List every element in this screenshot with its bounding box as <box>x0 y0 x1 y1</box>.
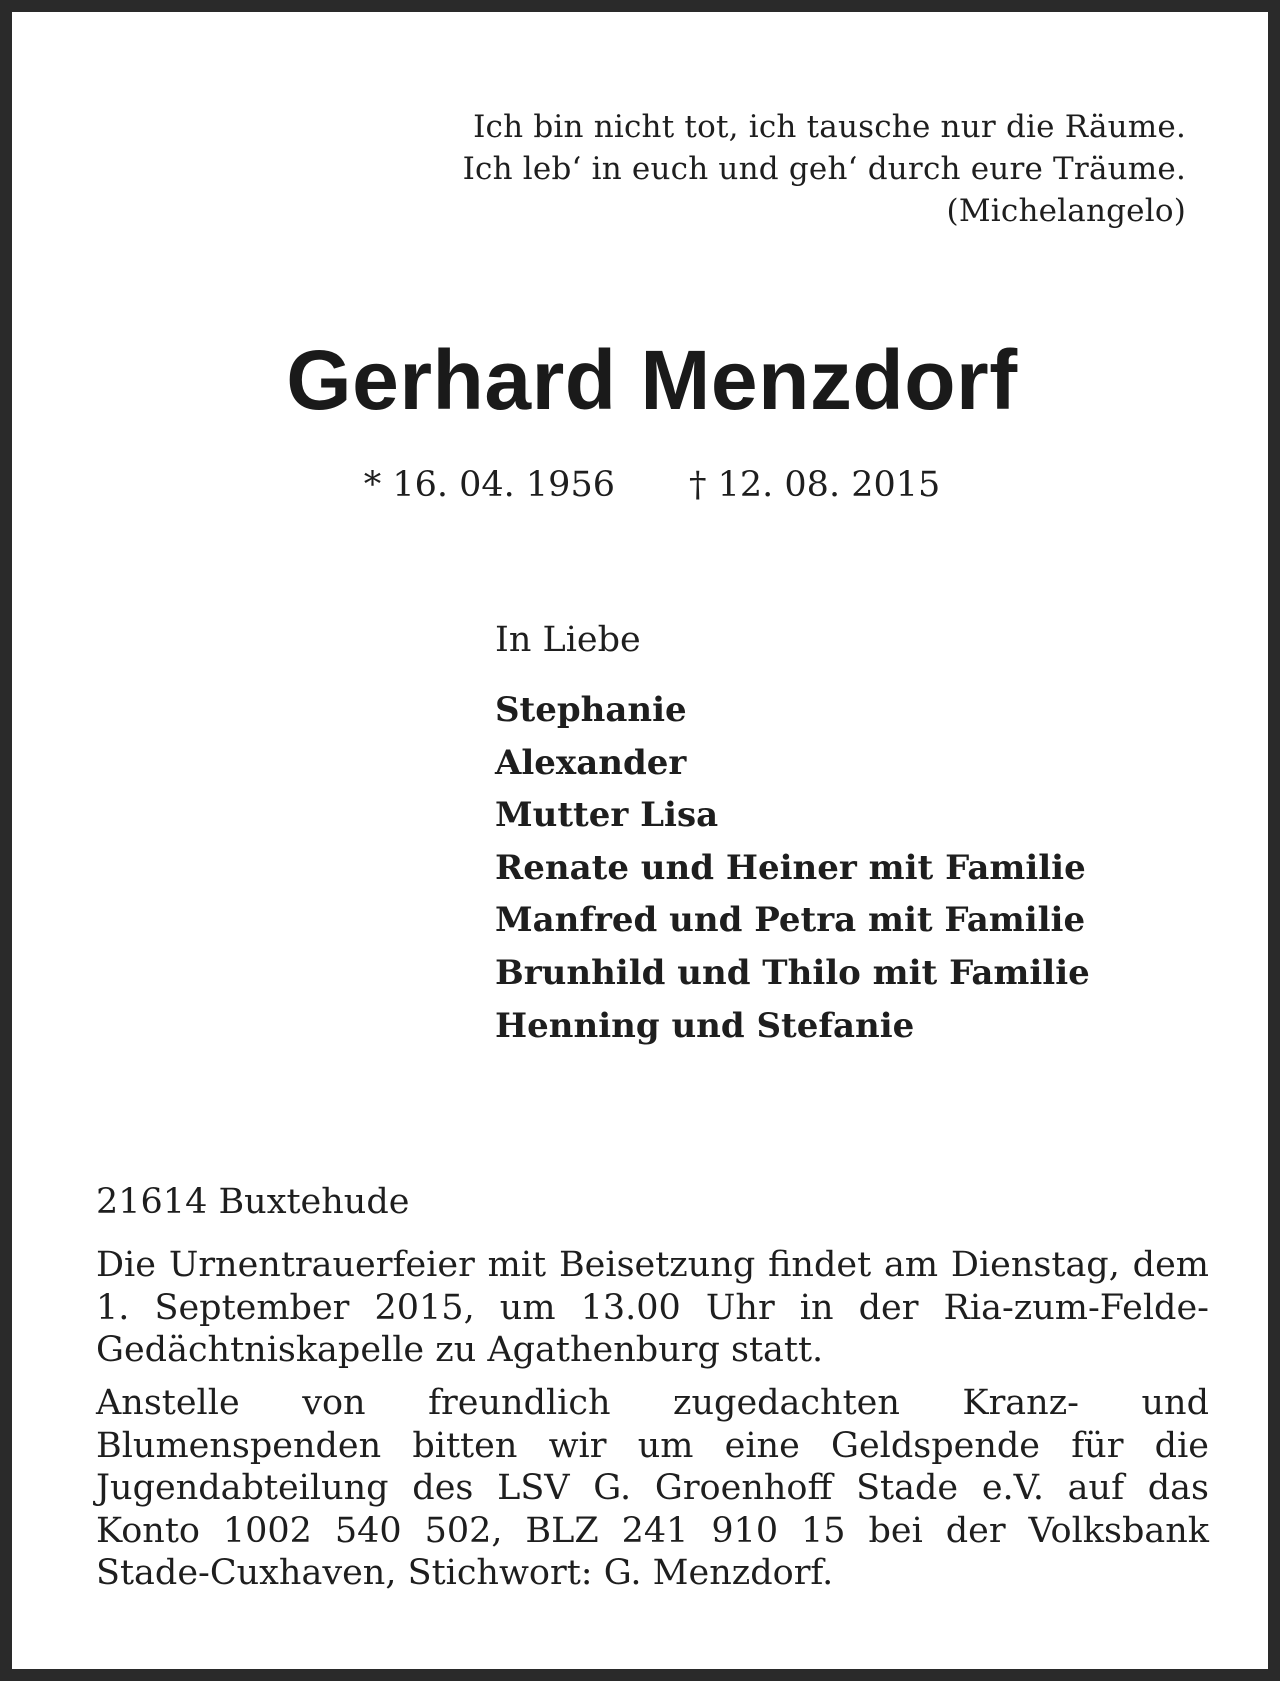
address-line: 21614 Buxtehude <box>96 1182 410 1222</box>
quote-line-2: Ich leb‘ in euch und geh‘ durch eure Träume. <box>462 151 1186 187</box>
mourner-name: Brunhild und Thilo mit Familie <box>495 952 1090 993</box>
mourners-block <box>495 616 1090 1052</box>
mourner-name: Alexander <box>495 742 687 783</box>
mourners-intro: In Liebe <box>495 620 641 660</box>
mourner-name: Stephanie <box>495 690 687 730</box>
donation-request: Anstelle von freundlich zugedachten Kranz- und Blumenspenden bitten wir um eine Geldspende für die Jugendabteilung des LSV G. Groenhoff Stade e.V. auf das Konto 1002 540 502, BLZ 241 910 15 bei der Volksbank Stade-Cuxhaven, Stichwort: G. Menzdorf. <box>96 1383 1209 1593</box>
quote-block <box>463 106 1186 232</box>
mourner-name: Renate und Heiner mit Familie <box>495 847 1086 888</box>
mourner-name: Mutter Lisa <box>495 795 719 836</box>
mourner-name: Manfred und Petra mit Familie <box>495 900 1086 941</box>
birth-date: * 16. 04. 1956 <box>363 465 615 505</box>
quote-attribution: (Michelangelo) <box>946 193 1186 229</box>
life-dates <box>12 460 1280 510</box>
quote-line-1: Ich bin nicht tot, ich tausche nur die Räume. <box>473 109 1186 145</box>
mourner-name: Henning und Stefanie <box>495 1005 915 1046</box>
death-date: † 12. 08. 2015 <box>689 465 941 505</box>
funeral-announcement: Die Urnentrauerfeier mit Beisetzung findet am Dienstag, dem 1. September 2015, um 13.00 Uhr in der Ria-zum-Felde-Gedächtniskapelle zu Agathenburg statt. <box>96 1245 1209 1370</box>
deceased-name: Gerhard Menzdorf <box>286 333 1018 427</box>
